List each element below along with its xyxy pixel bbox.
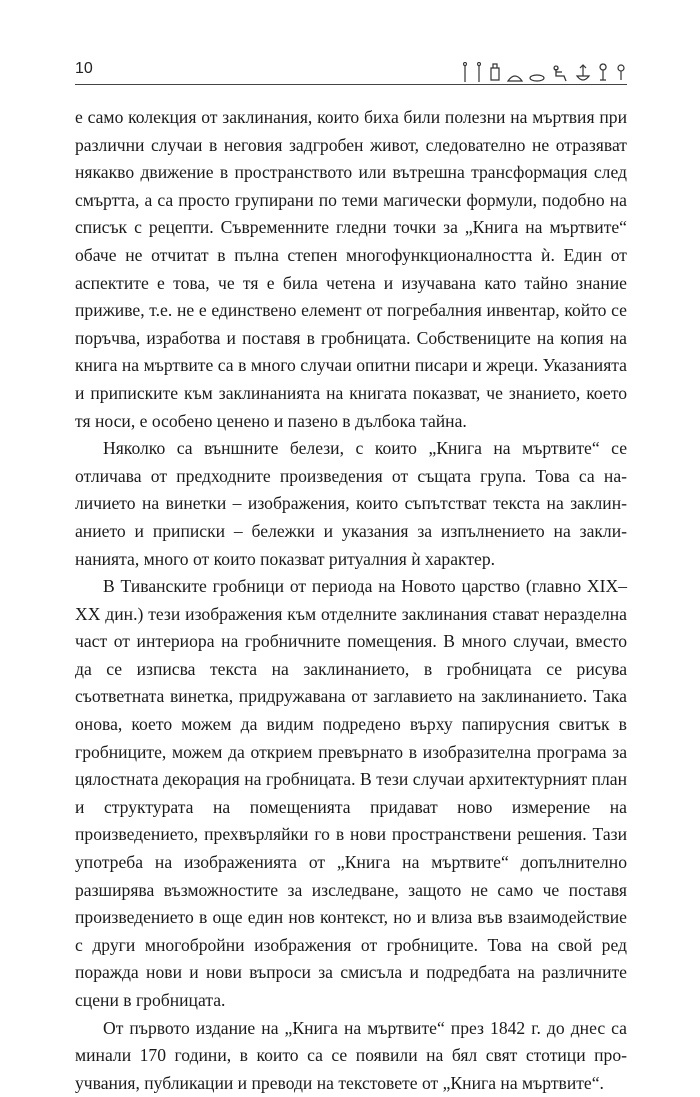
scroll-glyph-icon — [615, 62, 627, 82]
paragraph: е само колекция от заклинания, които биха били полезни на мъртвия при различни случаи в неговия задгробен живот, следователно не отразяват някакво движение в пространството или вътрешна трансформация след смъртта, а са просто групирани по теми магически формули, подобно на списък с рецепти. Съвременните гледни точки за „Книга на мъртвите“ обаче не отчитат в пълна степен многофункционалността ѝ. Един от аспектите е това, че тя е била четена и изучавана като тайно знание приживе, т.е. не е единствено елемент от погребалния инвентар, който се поръчва, изработва и поставя в гробницата. Собствениците на копия на книга на мъртвите са в много случаи опитни писари и жреци. Указанията и приписките към заклинанията на книгата показват, че знанието, което тя носи, е особено ценено и пазено в дълбока тайна. — [75, 107, 627, 431]
seated-man-glyph-icon — [551, 62, 569, 82]
paragraph: От първото издание на „Книга на мъртвите“ през 1842 г. до днес са минали 170 години, в които са се появили на бял свят стотици проучвания, публикации и преводи на текстовете от „Книга на мъртвите“. — [75, 1017, 627, 1093]
pot-glyph-icon — [489, 62, 501, 82]
mouth-glyph-icon — [529, 70, 545, 82]
paragraph: Няколко са външните белези, с които „Книга на мъртвите“ се отличава от предходните произведения от същата група. Това са наличието на винетки – изображения, които съпътстват текста на заклинанието и приписки – бележки и указания за изпълнението на заклинанията, много от които показват ритуалния ѝ характер. — [75, 438, 627, 569]
page-number: 10 — [75, 60, 93, 77]
hieroglyph-ornament — [461, 60, 627, 82]
reed-glyph-icon — [461, 62, 469, 82]
paragraph: В Тиванските гробници от периода на Новото царство (главно XIX–XX дин.) тези изображения към отделните заклинания стават неразделна част от интериора на гробничните помещения. В много случаи, вместо да се изписва текста на заклинанието, в гробницата се рисува съответната винетка, придружавана от заглавието на заклинанието. Така онова, което можем да видим подредено върху папирусния свитък в гробниците, можем да открием превърнато в изобразителна програма за цялостната декорация на гробницата. В тези случаи архитектурният план и структурата на помещенията придават ново измерение на произведението, прехвърляйки го в нови пространствени решения. Тази употреба на изображенията от „Книга на мъртвите“ допълнително разширява възможностите за изследване, защото не само че поставя произведението в още един нов контекст, но и влиза във взаимодействие с други многобройни изображения от гробниците. Това на свой ред поражда нови и нови въпроси за смисъла и подредбата на различните сцени в гробницата. — [75, 576, 627, 1010]
reed-glyph-icon — [475, 62, 483, 82]
body-text — [75, 104, 627, 1097]
seal-glyph-icon — [597, 62, 609, 82]
header-rule — [75, 84, 627, 85]
basket-glyph-icon — [575, 62, 591, 82]
running-header — [75, 60, 627, 84]
loaf-glyph-icon — [507, 70, 523, 82]
